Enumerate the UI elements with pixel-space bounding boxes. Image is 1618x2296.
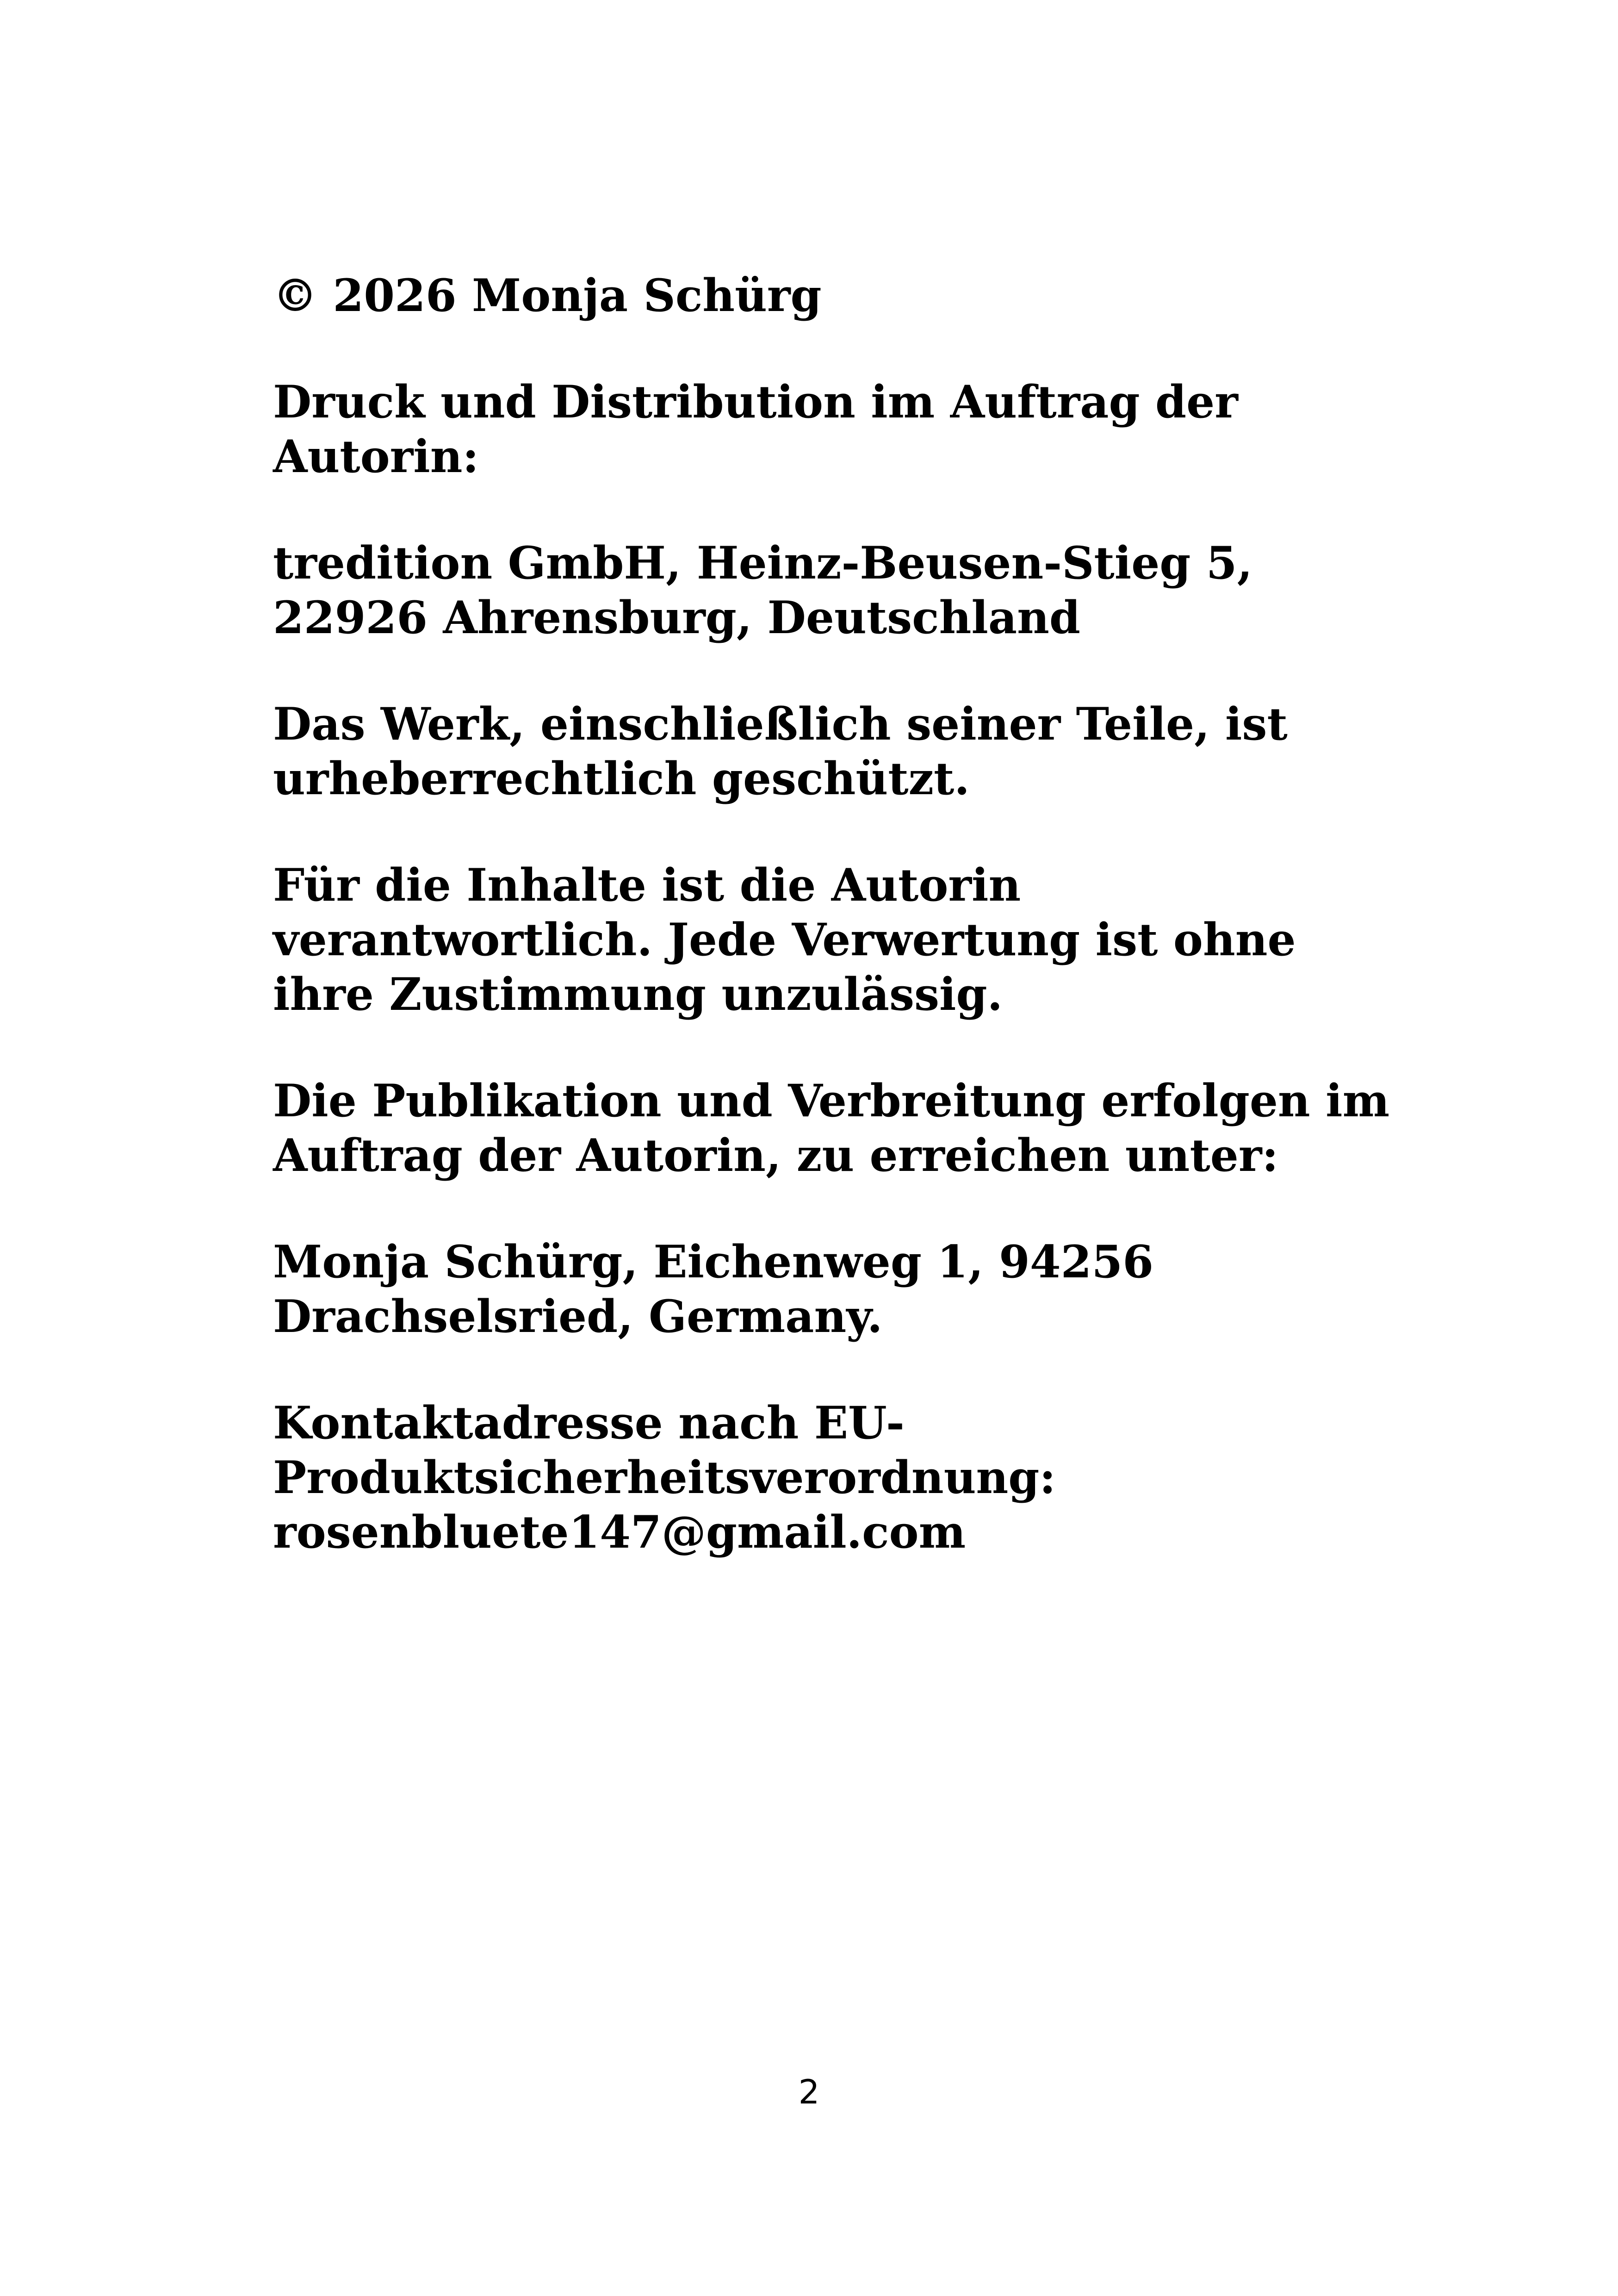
copyright-text: © 2026 Monja Schürg (273, 269, 822, 322)
contact-heading-line-1: Kontaktadresse nach EU- (273, 1397, 905, 1449)
publication-notice (273, 1074, 1390, 1183)
publication-notice-line-2: Auftrag der Autorin, zu erreichen unter: (273, 1129, 1278, 1182)
responsibility-notice-line-3: ihre Zustimmung unzulässig. (273, 968, 1003, 1020)
publisher-address-line-1: tredition GmbH, Heinz-Beusen-Stieg 5, (273, 537, 1253, 589)
print-distribution-heading (273, 375, 1383, 484)
copyright-notice-line-1: Das Werk, einschließlich seiner Teile, ist (273, 698, 1288, 750)
contact-block (273, 1396, 1383, 1560)
contact-heading-line-2: Produktsicherheitsverordnung: (273, 1451, 1056, 1504)
author-address (273, 1235, 1383, 1344)
print-heading-line-2: Autorin: (273, 430, 479, 483)
page-number: 2 (798, 2072, 820, 2111)
print-heading-line-1: Druck und Distribution im Auftrag der (273, 376, 1238, 428)
publisher-address (273, 536, 1383, 645)
responsibility-notice (273, 858, 1383, 1022)
copyright-notice (273, 697, 1383, 806)
contact-email: rosenbluete147@gmail.com (273, 1506, 966, 1558)
author-address-line-2: Drachselsried, Germany. (273, 1290, 883, 1343)
responsibility-notice-line-2: verantwortlich. Jede Verwertung ist ohne (273, 914, 1296, 966)
imprint-block (273, 268, 1390, 1612)
copyright-notice-line-2: urheberrechtlich geschützt. (273, 753, 970, 805)
publisher-address-line-2: 22926 Ahrensburg, Deutschland (273, 591, 1081, 644)
publication-notice-line-1: Die Publikation und Verbreitung erfolgen im (273, 1075, 1390, 1127)
copyright-line (273, 268, 1383, 323)
responsibility-notice-line-1: Für die Inhalte ist die Autorin (273, 859, 1021, 911)
author-address-line-1: Monja Schürg, Eichenweg 1, 94256 (273, 1236, 1154, 1288)
